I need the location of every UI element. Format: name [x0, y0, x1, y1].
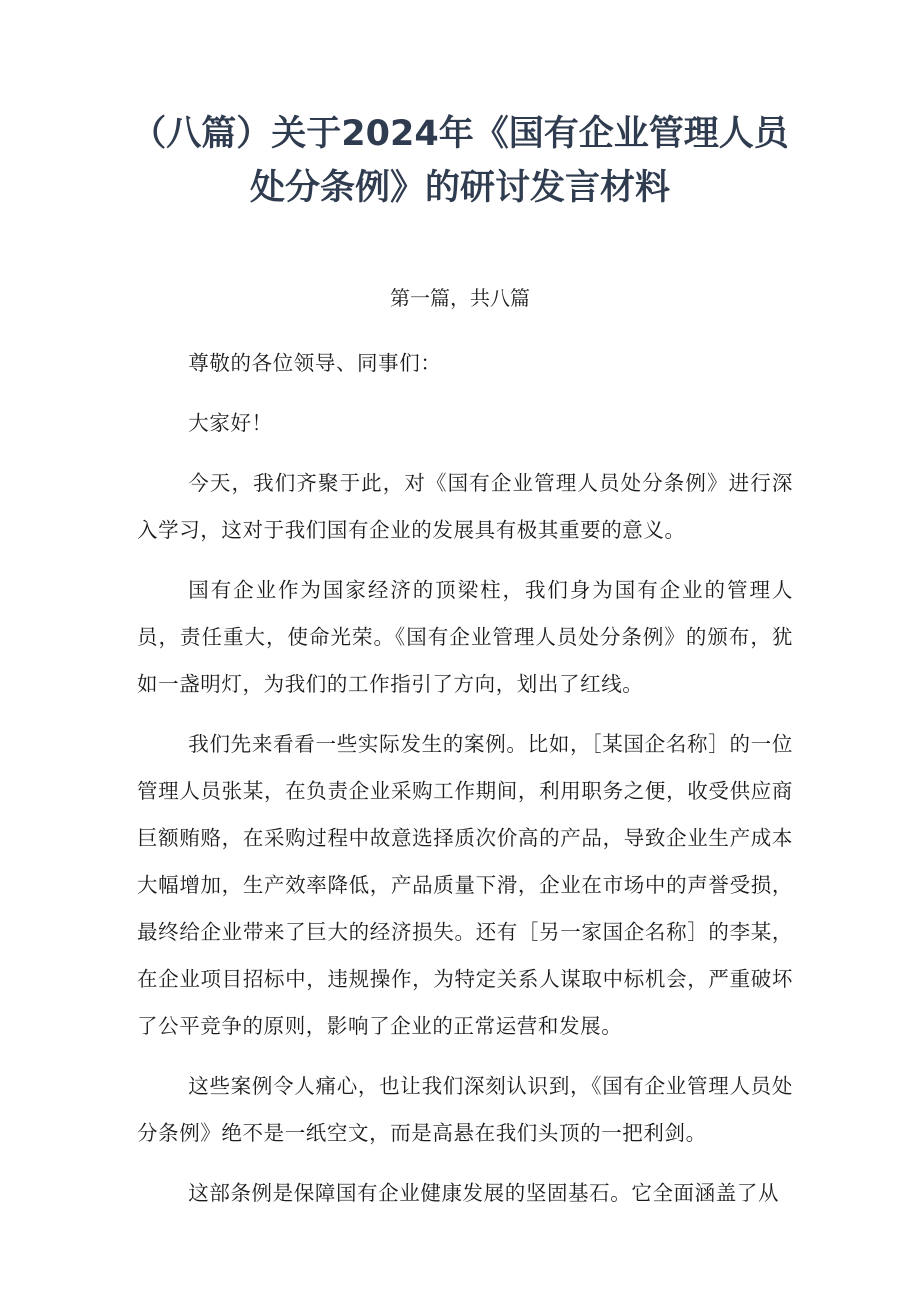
paragraph: 这些案例令人痛心，也让我们深刻认识到，《国有企业管理人员处分条例》绝不是一纸空文，而是高悬在我们头顶的一把利剑。: [137, 1074, 793, 1145]
paragraph: 今天，我们齐聚于此，对《国有企业管理人员处分条例》进行深入学习，这对于我们国有企业的发展具有极其重要的意义。: [137, 471, 793, 542]
document-title-line-2: 处分条例》的研讨发言材料: [249, 168, 670, 208]
paragraph-greeting: 大家好！: [188, 411, 273, 435]
paragraph: 国有企业作为国家经济的顶梁柱，我们身为国有企业的管理人员，责任重大，使命光荣。《国有企业管理人员处分条例》的颁布，犹如一盏明灯，为我们的工作指引了方向，划出了红线。: [137, 578, 793, 696]
section-heading: 第一篇，共八篇: [390, 286, 530, 310]
paragraph: 这部条例是保障国有企业健康发展的坚固基石。它全面涵盖了从: [188, 1181, 780, 1205]
paragraph: 我们先来看看一些实际发生的案例。比如，［某国企名称］的一位管理人员张某，在负责企业采购工作期间，利用职务之便，收受供应商巨额贿赂，在采购过程中故意选择质次价高的产品，导致企业生产成本大幅增加，生产效率降低，产品质量下滑，企业在市场中的声誉受损，最终给企业带来了巨大的经济损失。还有［另一家国企名称］的李某，在企业项目招标中，违规操作，为特定关系人谋取中标机会，严重破坏了公平竞争的原则，影响了企业的正常运营和发展。: [137, 732, 793, 1038]
document-title-line-1: （八篇）关于2024年《国有企业管理人员: [131, 114, 789, 154]
paragraph-salutation: 尊敬的各位领导、同事们：: [188, 351, 442, 375]
document-body: [137, 340, 793, 1230]
